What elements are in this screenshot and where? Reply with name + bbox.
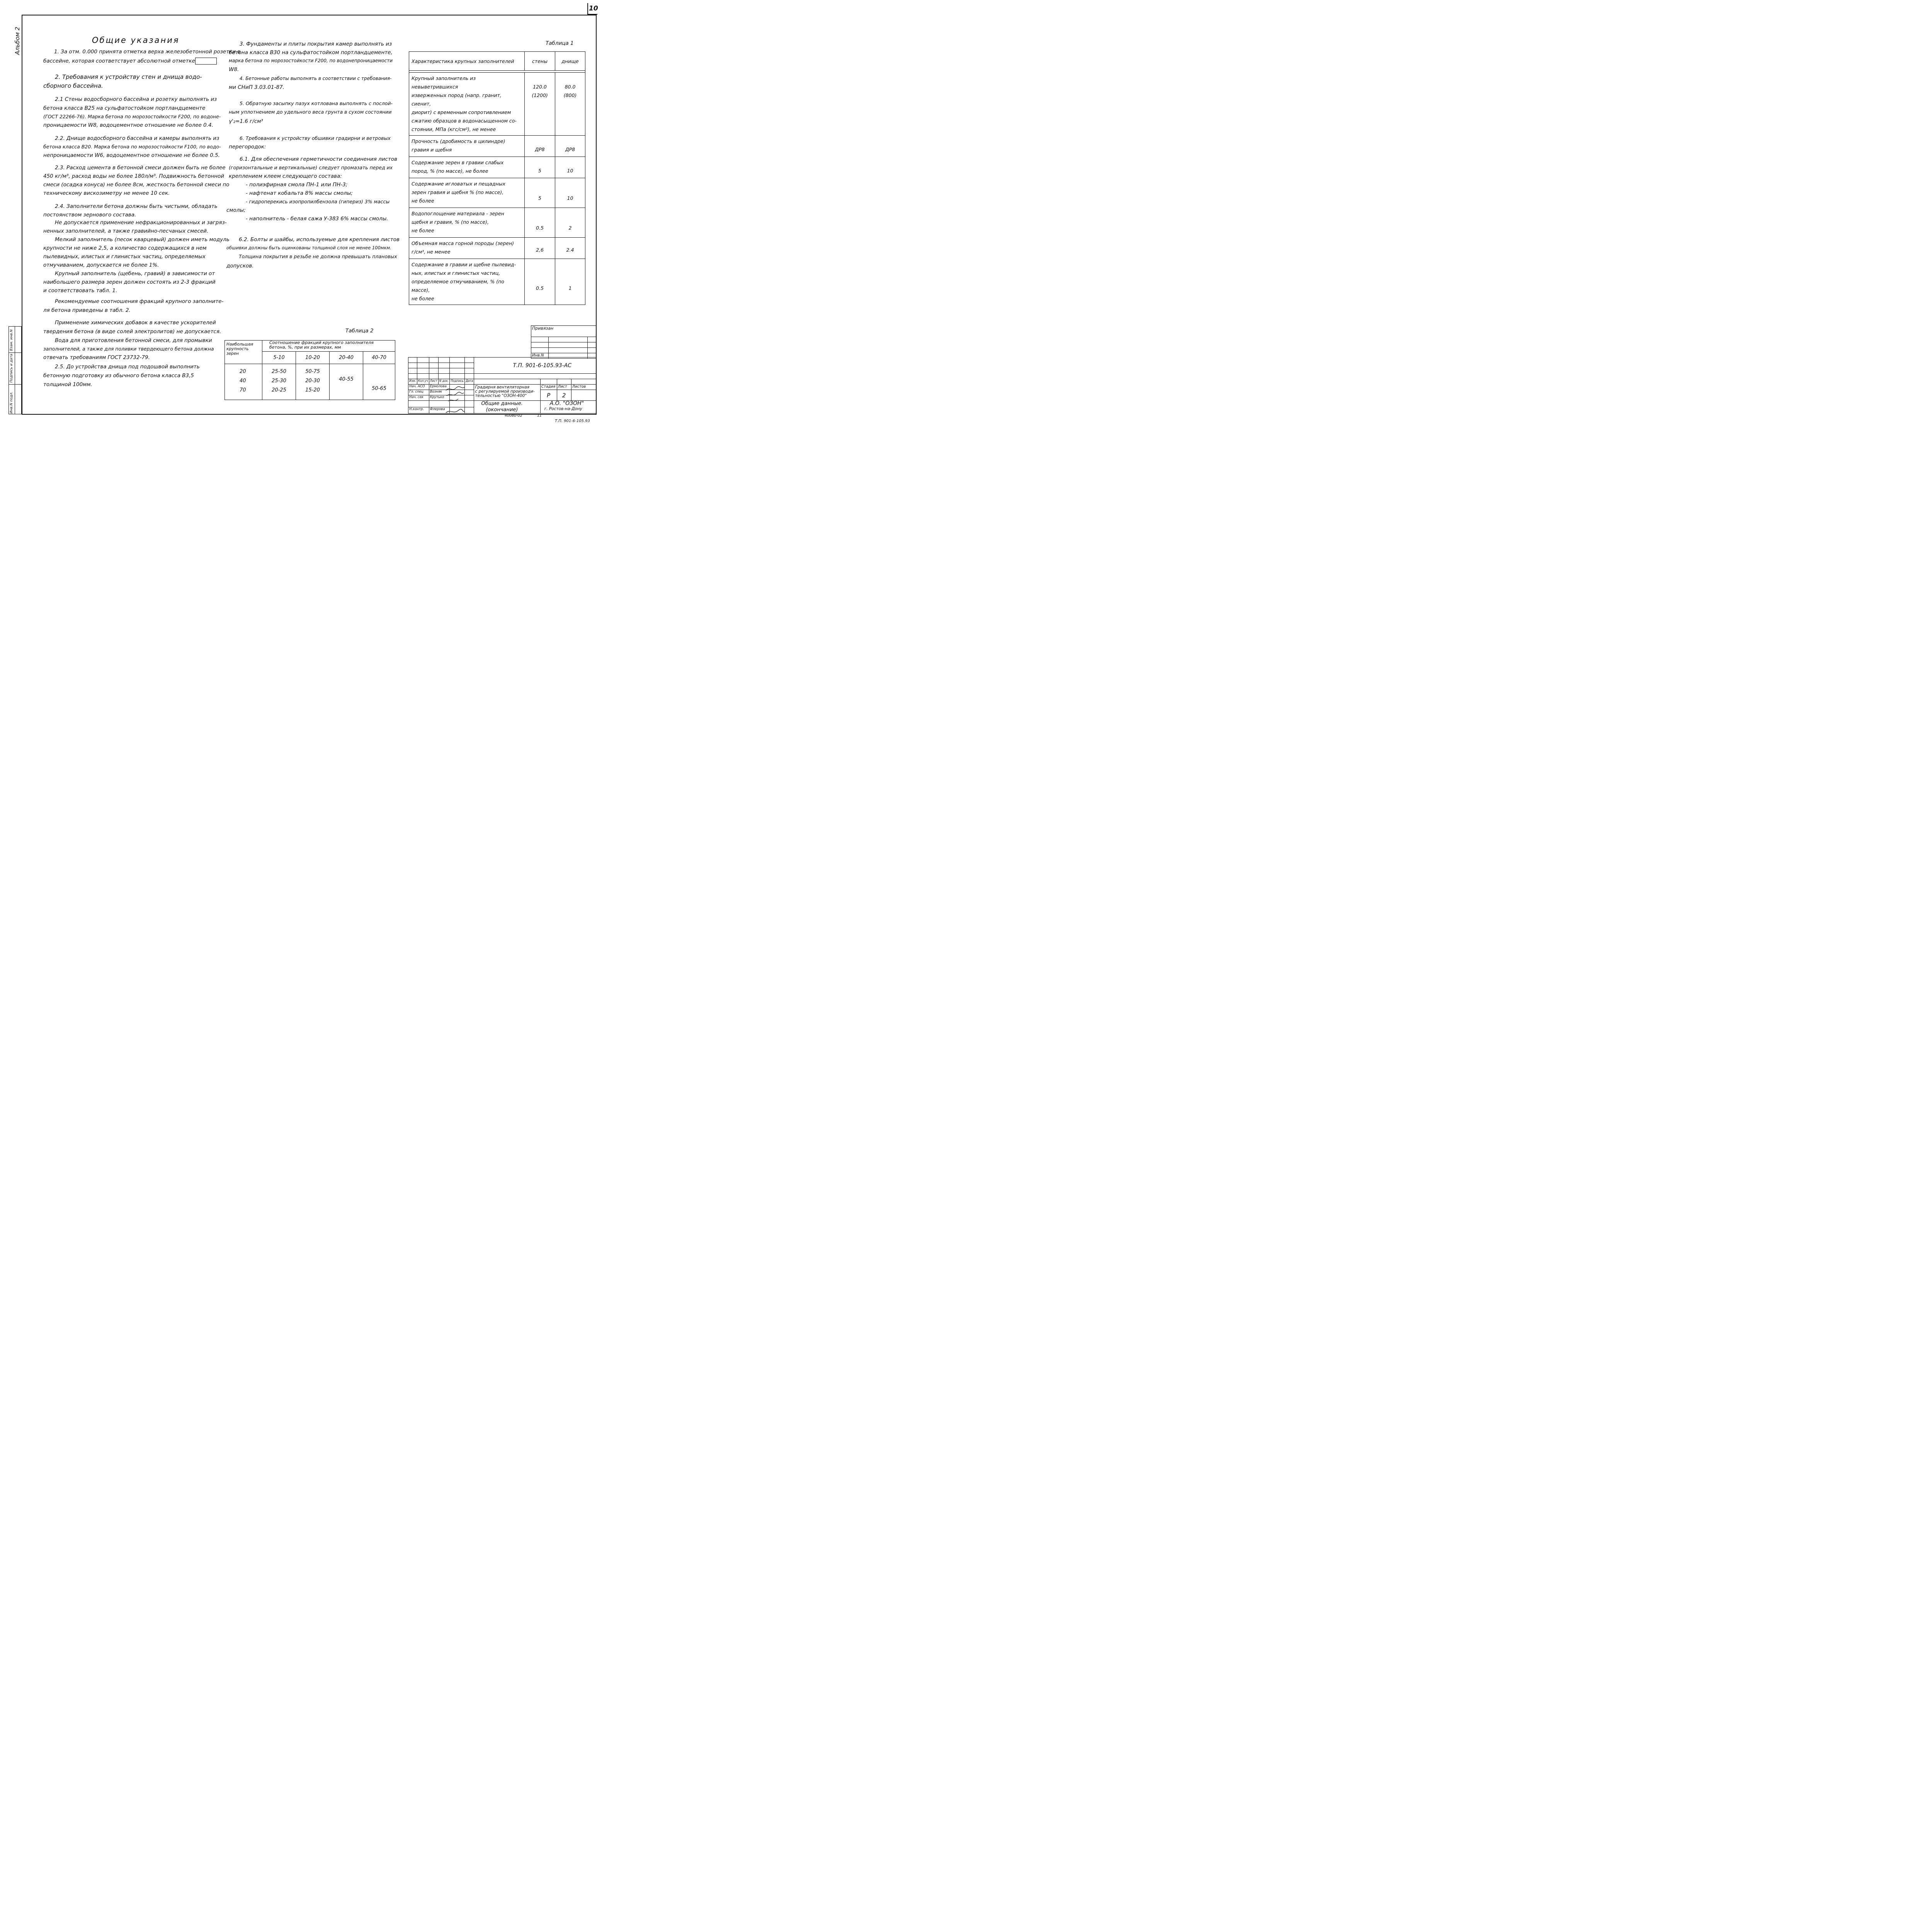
table1-char-cell bbox=[409, 136, 525, 157]
corner-text: Т.П. 901-6-105.93 bbox=[555, 419, 590, 423]
table2-value: 50-65 bbox=[363, 364, 395, 400]
col1-line: 2.2. Днище водосборного бассейна и камеры выполнять из bbox=[55, 135, 219, 141]
table1-char-text: пород, % (по массе), не более bbox=[412, 168, 488, 174]
table1-char-text: щебня и гравия, % (по массе), bbox=[412, 219, 489, 225]
col2-line: - гидроперекись изопропилбензола (гипериз) 3% массы bbox=[246, 199, 390, 204]
project-name-line: тельностью "ОЗОН-400" bbox=[475, 393, 527, 398]
col1-line: 2.3. Расход цемента в бетонной смеси должен быть не более bbox=[55, 165, 226, 171]
col1-line: 450 кг/м³, расход воды не более 180л/м³. Подвижность бетонной bbox=[43, 173, 224, 179]
stamp-role: Нач. АСО bbox=[408, 385, 429, 390]
table1-value: 80.0 bbox=[565, 84, 576, 90]
page-title: Общие указания bbox=[92, 36, 180, 45]
stamp-cell bbox=[540, 379, 557, 385]
col2-line: 6. Требования к устройству обшивки градирни и ветровых bbox=[240, 135, 391, 141]
stamp-col-header: N док. bbox=[438, 379, 450, 385]
table1-value: ДР8 bbox=[555, 136, 585, 157]
table1-char-cell bbox=[409, 259, 525, 305]
table1-value: 5 bbox=[525, 157, 555, 178]
col1-line: отмучиванием, допускается не более 1%. bbox=[43, 262, 159, 268]
sheet-value: 2 bbox=[557, 390, 571, 401]
stamp-col-header: Лист bbox=[429, 379, 438, 385]
stamp-cell bbox=[408, 358, 417, 363]
col2-line: - нафтенат кобальта 8% массы смолы; bbox=[246, 190, 353, 196]
col2-line: смолы; bbox=[226, 207, 246, 213]
signature-1 bbox=[446, 386, 464, 390]
col1-line: бетонную подготовку из обычного бетона класса В3,5 bbox=[43, 373, 194, 379]
stamp-cell bbox=[450, 358, 465, 363]
table-row bbox=[409, 259, 585, 305]
stamp-role: Нач. сек bbox=[408, 395, 429, 401]
table-row bbox=[409, 157, 585, 178]
table1-value: 0.5 bbox=[525, 259, 555, 305]
stamp-cell bbox=[438, 374, 450, 379]
table2-header-row bbox=[225, 340, 395, 352]
sheet-title bbox=[474, 401, 540, 414]
table2-caption: Таблица 2 bbox=[345, 328, 374, 334]
stamp-cell bbox=[429, 374, 438, 379]
col2-line: 5. Обратную засыпку пазух котлована выполнять с послой- bbox=[240, 100, 393, 106]
sheet-title-line: (окончание) bbox=[486, 407, 518, 413]
col2-line: допусков. bbox=[226, 263, 254, 269]
table1-char-text: Содержание в гравии и щебне пылевид- bbox=[412, 262, 516, 267]
side-strip-line-2 bbox=[9, 384, 22, 385]
signature-marks bbox=[444, 386, 468, 417]
stamp-role bbox=[408, 401, 429, 407]
col2-line: 4. Бетонные работы выполнять в соответствии с требования- bbox=[240, 76, 392, 81]
col2-line: 6.1. Для обеспечения герметичности соединения листов bbox=[240, 156, 398, 162]
table1-char-text: изверженных пород (напр. гранит, сиенит, bbox=[412, 92, 502, 107]
organization-name: А.О. "ОЗОН" bbox=[549, 400, 584, 407]
stage-header: Стадия bbox=[540, 385, 557, 390]
stamp-cell bbox=[429, 358, 438, 363]
sheet-header: Лист bbox=[557, 385, 571, 390]
table1-value: (800) bbox=[563, 92, 577, 98]
col1-line: ненных заполнителей, а также гравийно-песчаных смесей. bbox=[43, 228, 209, 234]
table1-bottom-cell bbox=[555, 73, 585, 136]
inv-label: Инв.N bbox=[531, 353, 549, 359]
col1-line: сборного бассейна. bbox=[43, 82, 103, 89]
organization bbox=[540, 401, 596, 414]
stamp-cell bbox=[465, 374, 474, 379]
table1-char-text: Крупный заполнитель из невыветрившихся bbox=[412, 75, 476, 90]
table1-header: Характеристика крупных заполнителей bbox=[409, 52, 525, 71]
privyazan-cell bbox=[549, 337, 588, 342]
table1-char-text: Прочность (дробимость в цилиндре) bbox=[412, 138, 505, 144]
table1-value: ДР8 bbox=[525, 136, 555, 157]
table1-caption: Таблица 1 bbox=[546, 40, 574, 46]
privyazan-block bbox=[531, 325, 597, 359]
stamp-cell bbox=[429, 363, 438, 368]
table2-fraction: 5-10 bbox=[262, 352, 296, 364]
table1-char-text: ных, илистых и глинистых частиц, bbox=[412, 270, 500, 276]
table1-char-cell bbox=[409, 157, 525, 178]
table2-fraction: 10-20 bbox=[296, 352, 330, 364]
table1-char-cell bbox=[409, 238, 525, 259]
stamp-cell bbox=[571, 379, 596, 385]
stamp-cell bbox=[429, 368, 438, 374]
stamp-person: Возняк bbox=[429, 390, 450, 395]
stamp-role: Н.контр. bbox=[408, 407, 429, 414]
stamp-cell bbox=[465, 363, 474, 368]
table2-value: 15-20 bbox=[305, 387, 320, 393]
table2-ratio-header bbox=[262, 340, 395, 352]
stamp-cell bbox=[438, 363, 450, 368]
table1-header: днище bbox=[555, 52, 585, 71]
table1-char-text: стоянии, МПа (кгс/см²), не менее bbox=[412, 126, 496, 132]
col1-line: 2.1 Стены водосборного бассейна и розетку выполнять из bbox=[55, 96, 217, 102]
stamp-cell bbox=[417, 374, 429, 379]
table2-fraction: 20-40 bbox=[330, 352, 363, 364]
col1-line: заполнителей, а также для поливки твердеющего бетона должна bbox=[43, 346, 214, 352]
absolute-mark-box bbox=[195, 58, 217, 65]
stamp-cell bbox=[465, 358, 474, 363]
table1-walls-cell bbox=[525, 73, 555, 136]
col1-line: 1. За отм. 0.000 принята отметка верха железобетонной розетки в bbox=[54, 49, 241, 55]
col2-line: Толщина покрытия в резьбе не должна превышать плановых bbox=[239, 254, 397, 259]
organization-city: г. Ростов-на-Дону bbox=[544, 407, 582, 411]
table1 bbox=[409, 51, 585, 305]
col1-line: отвечать требованиям ГОСТ 23732-79. bbox=[43, 354, 150, 361]
table-row bbox=[409, 136, 585, 157]
table1-header: стены bbox=[525, 52, 555, 71]
privyazan-cell bbox=[531, 348, 549, 353]
col1-line: Применение химических добавок в качестве ускорителей bbox=[55, 320, 216, 326]
table1-value: 10 bbox=[555, 178, 585, 208]
stamp-person: Ермолова bbox=[429, 385, 450, 390]
col1-line: Мелкий заполнитель (песок кварцевый) должен иметь модуль bbox=[55, 237, 230, 243]
table1-char-text: Содержание зерен в гравии слабых bbox=[412, 160, 504, 165]
stamp-cell bbox=[474, 379, 540, 385]
stamp-cell bbox=[557, 379, 571, 385]
col1-line: крупности не ниже 2,5, а количество содержащихся в нем bbox=[43, 245, 207, 251]
col1-line: бетона класса В25 на сульфатостойком портландцементе bbox=[43, 105, 206, 111]
stamp-cell bbox=[450, 368, 465, 374]
signature-4 bbox=[446, 409, 464, 413]
col2-line: - наполнитель - белая сажа У-383 6% массы смолы. bbox=[246, 216, 388, 222]
side-label-vzam: Взам. инв.N bbox=[10, 329, 14, 351]
col2-line: - полиэфирная смола ПН-1 или ПН-3; bbox=[246, 182, 348, 188]
side-strip-line-1 bbox=[9, 352, 22, 353]
privyazan-cell bbox=[549, 348, 588, 353]
signature-2 bbox=[447, 392, 464, 396]
table1-char-text: не более bbox=[412, 198, 434, 204]
bottom-number: 11 bbox=[537, 414, 542, 418]
table2-col1-cell bbox=[262, 364, 296, 400]
table-row bbox=[409, 238, 585, 259]
table-row bbox=[409, 208, 585, 238]
table1-char-text: не более bbox=[412, 296, 434, 301]
col2-line: бетона класса В30 на сульфатостойком портландцементе, bbox=[229, 49, 393, 56]
col2-line: креплением клеем следующего состава: bbox=[229, 173, 342, 179]
col2-line: 3. Фундаменты и плиты покрытия камер выполнять из bbox=[240, 41, 392, 47]
col1-line: толщиной 100мм. bbox=[43, 381, 92, 388]
table1-value: 1 bbox=[555, 259, 585, 305]
table2 bbox=[224, 340, 395, 400]
privyazan-cell bbox=[588, 342, 597, 348]
col2-line: перегородок: bbox=[229, 144, 266, 150]
table1-char-cell bbox=[409, 208, 525, 238]
col1-line: пылевидных, илистых и глинистых частиц, определяемых bbox=[43, 254, 206, 260]
table2-size-header-text: Наибольшая bbox=[226, 342, 253, 347]
table1-value: 2 bbox=[555, 208, 585, 238]
table1-char-text: не более bbox=[412, 228, 434, 233]
sheet-title-line: Общие данные. bbox=[481, 401, 523, 407]
stamp-cell bbox=[417, 368, 429, 374]
table1-header-row bbox=[409, 52, 585, 71]
col2-line: γ'₂=1.6 г/см³ bbox=[229, 118, 263, 124]
bottom-code: 40080-02 bbox=[505, 414, 522, 418]
sheets-header: Листов bbox=[571, 385, 596, 390]
title-block bbox=[408, 357, 597, 414]
sheets-value bbox=[571, 390, 596, 401]
album-label: Альбом 2 bbox=[14, 27, 21, 55]
col1-line: 2. Требования к устройству стен и днища водо- bbox=[55, 73, 202, 80]
col1-line: 2.5. До устройства днища под подошвой выполнить bbox=[55, 364, 200, 370]
table1-value: 10 bbox=[555, 157, 585, 178]
table1-value: 5 bbox=[525, 178, 555, 208]
stamp-cell bbox=[408, 363, 417, 368]
table1-char-text: зерен гравия и щебня % (по массе), bbox=[412, 189, 504, 195]
col1-line: твердения бетона (в виде солей электролитов) не допускается. bbox=[43, 329, 221, 335]
stage-value: Р bbox=[540, 390, 557, 401]
table2-col2-cell bbox=[296, 364, 330, 400]
col2-line: 6.2. Болты и шайбы, используемые для крепления листов bbox=[239, 237, 400, 243]
table2-size-header-text: зерен bbox=[226, 351, 239, 356]
table2-size-header bbox=[225, 340, 262, 364]
project-name-line: с регулируемой производи- bbox=[475, 389, 535, 394]
col2-line: ным уплотнением до удельного веса грунта в сухом состоянии bbox=[229, 109, 392, 115]
page-number: 10 bbox=[589, 5, 598, 12]
table1-char-text: Содержание игловатых и пещадных bbox=[412, 181, 505, 187]
col1-line: постоянством зернового состава. bbox=[43, 212, 136, 218]
table2-value: 20-30 bbox=[305, 378, 320, 384]
table1-char-cell bbox=[409, 178, 525, 208]
table2-value: 20-25 bbox=[272, 387, 286, 393]
privyazan-label: Привязан bbox=[531, 326, 597, 337]
stamp-cell bbox=[408, 368, 417, 374]
stamp-cell bbox=[450, 374, 465, 379]
stamp-cell bbox=[450, 363, 465, 368]
col1-line: наибольшего размера зерен должен состоять из 2-3 фракций bbox=[43, 279, 216, 285]
col2-line: обшивки должны быть оцинкованы толщиной слоя не менее 100мкм. bbox=[226, 245, 391, 250]
col1-line: бетона класса В20. Марка бетона по морозостойкости F100, по водо- bbox=[43, 144, 221, 150]
table2-size-header-text: крупность bbox=[226, 347, 249, 351]
document-code: Т.П. 901-6-105.93-АС bbox=[474, 358, 597, 374]
privyazan-cell bbox=[531, 337, 549, 342]
table1-char-text: г/см³, не менее bbox=[412, 249, 451, 255]
stamp-cell bbox=[465, 368, 474, 374]
col1-line: Вода для приготовления бетонной смеси, для промывки bbox=[55, 337, 212, 344]
table2-value: 40-55 bbox=[330, 364, 363, 400]
stamp-role: Гл. спец bbox=[408, 390, 429, 395]
table1-value: 120.0 bbox=[533, 84, 547, 90]
stamp-person: Флерова bbox=[429, 407, 450, 414]
table-row bbox=[409, 73, 585, 136]
table1-char-text: Объемная масса горной породы (зерен) bbox=[412, 240, 514, 246]
stamp-cell bbox=[438, 358, 450, 363]
table1-char-text: гравия и щебня bbox=[412, 147, 452, 153]
col1-line: бассейне, которая соответствует абсолютной отметке bbox=[43, 58, 195, 64]
table2-value: 50-75 bbox=[305, 369, 320, 375]
col1-line: смеси (осадка конуса) не более 8см, жесткость бетонной смеси по bbox=[43, 182, 230, 188]
col2-line: ми СНиП 3.03.01-87. bbox=[229, 84, 284, 90]
side-label-inv-podl: Инв.N подл. bbox=[10, 392, 14, 414]
table2-size: 20 bbox=[240, 369, 246, 375]
table2-ratio-header-text: Соотношение фракций крупного заполнителя bbox=[269, 340, 374, 345]
privyazan-cell bbox=[588, 348, 597, 353]
side-label-signature: Подпись и дата bbox=[10, 354, 14, 383]
table1-value: 2.4 bbox=[555, 238, 585, 259]
col2-line: (горизонтальные и вертикальные) следует промазать перед их bbox=[229, 165, 393, 170]
project-name-line: Градирня вентиляторная bbox=[475, 385, 530, 390]
table-row bbox=[225, 364, 395, 400]
col1-line: (ГОСТ 22266-76). Марка бетона по морозостойкости F200, по водоне- bbox=[43, 114, 221, 119]
table1-char-text: сжатию образцов в водонасыщенном со- bbox=[412, 118, 517, 124]
stamp-col-header: Дата bbox=[465, 379, 474, 385]
col1-line: Крупный заполнитель (щебень, гравий) в зависимости от bbox=[55, 271, 215, 277]
table1-value: 0.5 bbox=[525, 208, 555, 238]
table2-value: 25-50 bbox=[272, 369, 286, 375]
table2-sizes-cell bbox=[225, 364, 262, 400]
signature-3 bbox=[448, 399, 458, 401]
privyazan-cell bbox=[549, 342, 588, 348]
stamp-cell bbox=[408, 374, 417, 379]
col2-line: марка бетона по морозостойкости F200, по водонепроницаемости bbox=[229, 58, 393, 63]
col1-line: непроницаемости W6, водоцементное отношение не более 0.5. bbox=[43, 152, 220, 158]
table1-char-cell bbox=[409, 73, 525, 136]
col1-line: техническому вискозиметру не менее 10 сек. bbox=[43, 190, 170, 196]
table-row bbox=[409, 178, 585, 208]
stamp-col-header: Кол.уч bbox=[417, 379, 429, 385]
stamp-col-header: Изм. bbox=[408, 379, 417, 385]
stamp-cell bbox=[417, 363, 429, 368]
stamp-cell bbox=[417, 358, 429, 363]
table2-size: 40 bbox=[240, 378, 246, 384]
privyazan-cell bbox=[588, 337, 597, 342]
stamp-col-header: Подпись bbox=[450, 379, 465, 385]
col1-line: и соответствовать табл. 1. bbox=[43, 288, 117, 294]
stamp-cell bbox=[438, 368, 450, 374]
col1-line: ля бетона приведены в табл. 2. bbox=[43, 307, 131, 313]
col1-line: Рекомендуемые соотношения фракций крупного заполните- bbox=[55, 298, 224, 305]
col1-line: Не допускается применение нефракционированных и загряз- bbox=[55, 220, 227, 226]
table1-char-text: диорит) с временным сопротивлением bbox=[412, 109, 511, 115]
project-name bbox=[474, 385, 540, 401]
table1-value: 2,6 bbox=[525, 238, 555, 259]
col2-line: W8. bbox=[229, 66, 239, 73]
table2-ratio-header-text: бетона, %, при их размерах, мм bbox=[269, 345, 341, 350]
table2-size: 70 bbox=[240, 387, 246, 393]
table2-fraction: 40-70 bbox=[363, 352, 395, 364]
col1-line: 2.4. Заполнители бетона должны быть чистыми, обладать bbox=[55, 203, 218, 209]
table1-char-text: определяемое отмучиванием, % (по массе), bbox=[412, 279, 504, 293]
col1-line: проницаемости W8, водоцементное отношение не более 0.4. bbox=[43, 122, 213, 128]
table1-value: (1200) bbox=[532, 92, 548, 98]
table2-value: 25-30 bbox=[272, 378, 286, 384]
privyazan-cell bbox=[531, 342, 549, 348]
table1-char-text: Водопоглощение материала - зерен bbox=[412, 211, 504, 216]
stamp-person: Крутько bbox=[429, 395, 450, 401]
